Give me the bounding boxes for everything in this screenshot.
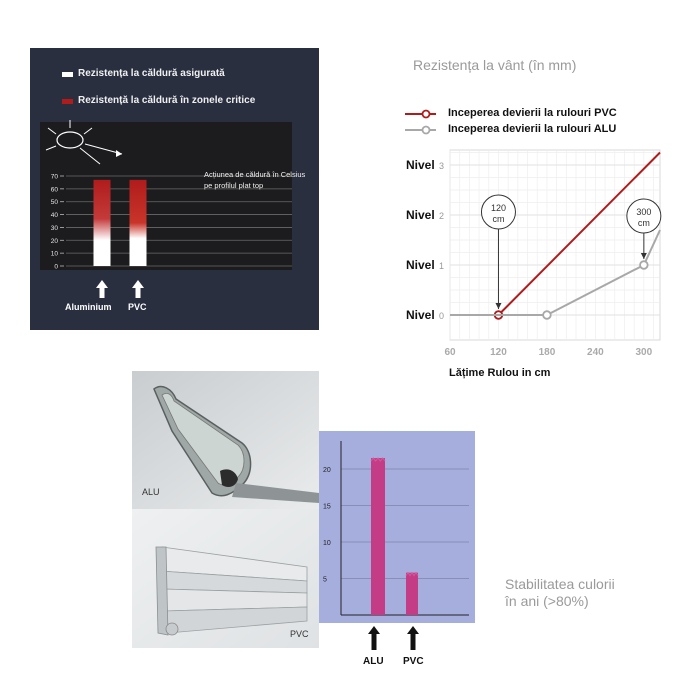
stability-y-tick-label: 15	[323, 503, 331, 511]
stability-category-pvc: PVC	[403, 656, 424, 667]
wind-callout-unit: cm	[637, 218, 650, 228]
wind-y-tick-label: Nivel	[406, 308, 435, 322]
heat-y-tick-label: 60	[50, 186, 58, 194]
wind-callout-unit: cm	[492, 214, 505, 224]
wind-callout-value: 300	[636, 207, 652, 217]
wind-x-axis-label: Lățime Rulou in cm	[449, 367, 551, 379]
stability-category-alu: ALU	[363, 656, 384, 667]
heat-category-pvc: PVC	[128, 302, 147, 312]
wind-y-tick-number: 3	[439, 161, 445, 171]
wind-y-tick-number: 2	[439, 211, 445, 221]
up-arrow-aluminium	[96, 280, 108, 298]
heat-y-tick-label: 70	[50, 173, 58, 181]
wind-y-tick-label: Nivel	[406, 208, 435, 222]
wind-y-tick-number: 1	[439, 261, 445, 271]
wind-x-tick-label: 240	[587, 347, 604, 358]
heat-y-tick-label: 0	[54, 263, 58, 271]
wind-y-tick-number: 0	[439, 311, 445, 321]
heat-y-tick-label: 20	[50, 237, 58, 245]
heat-note-line-1: Acțiunea de căldură în Celsius	[204, 170, 306, 179]
heat-note-line-2: pe profilul plat top	[204, 181, 264, 190]
stability-y-tick-label: 20	[323, 467, 331, 474]
up-arrow-pvc-stability	[407, 626, 419, 650]
wind-x-tick-label: 120	[490, 347, 507, 358]
wind-callout-value: 120	[490, 203, 506, 213]
wind-x-tick-label: 60	[444, 347, 456, 358]
heat-y-tick-label: 40	[50, 212, 58, 220]
wind-chart-title: Rezistența la vânt (în mm)	[413, 57, 577, 73]
stability-y-tick-label: 5	[323, 576, 327, 584]
wind-y-tick-label: Nivel	[406, 258, 435, 272]
wind-legend-alu-label: Inceperea devierii la rulouri ALU	[448, 123, 617, 135]
wind-x-tick-label: 180	[538, 347, 556, 358]
photo-label-pvc: PVC	[290, 629, 309, 639]
wind-x-tick-label: 300	[635, 347, 653, 358]
wind-y-tick-label: Nivel	[406, 158, 435, 172]
heat-y-tick-label: 30	[50, 224, 58, 232]
heat-category-aluminium: Aluminium	[65, 302, 112, 312]
up-arrow-pvc	[132, 280, 144, 298]
wind-legend-pvc-label: Inceperea devierii la rulouri PVC	[448, 107, 617, 119]
stability-title-line-1: Stabilitatea culorii	[505, 576, 615, 592]
heat-y-tick-label: 50	[50, 199, 58, 207]
heat-legend-critical-label: Rezistență la căldură în zonele critice	[78, 95, 256, 106]
up-arrow-alu	[368, 626, 380, 650]
photo-label-alu: ALU	[142, 487, 160, 497]
heat-y-tick-label: 10	[50, 250, 58, 258]
stability-title-line-2: în ani (>80%)	[505, 593, 589, 609]
stability-y-tick-label: 10	[323, 540, 331, 547]
heat-legend-safe-label: Rezistența la căldură asigurată	[78, 68, 225, 79]
